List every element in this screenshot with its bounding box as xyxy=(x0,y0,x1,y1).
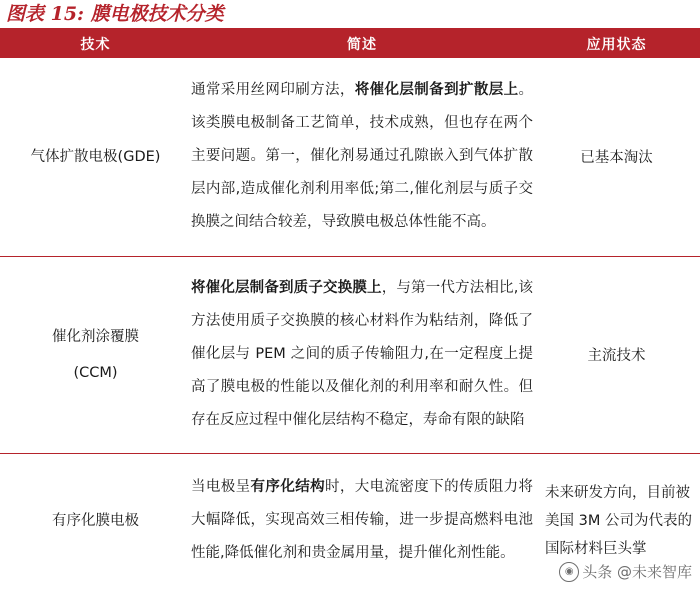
desc-cell xyxy=(191,58,533,256)
figure-title: 图表 15: 膜电极技术分类 xyxy=(6,3,224,25)
tech-cell: 有序化膜电极 xyxy=(52,512,139,529)
header-tech: 技术 xyxy=(0,30,191,58)
tech-cell xyxy=(0,256,191,453)
desc-bold-text: 将催化层制备到质子交换膜上 xyxy=(191,280,382,296)
desc-bold-text: 将催化层制备到扩散层上 xyxy=(354,82,519,99)
status-cell: 已基本淘汰 xyxy=(533,58,700,256)
desc-text: 当电极呈 xyxy=(191,479,251,496)
status-cell: 未来研发方向，目前被美国 3M 公司为代表的国际材料巨头掌 xyxy=(545,484,692,557)
table-row xyxy=(0,58,700,256)
status-cell: 主流技术 xyxy=(533,256,700,453)
tech-cell: 气体扩散电极(GDE) xyxy=(0,58,191,256)
tech-label: (CCM) xyxy=(73,364,118,381)
header-desc: 简述 xyxy=(191,30,533,58)
header-row xyxy=(0,30,700,58)
desc-cell xyxy=(191,453,533,588)
tech-label: 催化剂涂覆膜 xyxy=(52,328,139,345)
header-status: 应用状态 xyxy=(533,30,700,58)
watermark xyxy=(559,562,692,582)
desc-text: 通常采用丝网印刷方法， xyxy=(191,82,355,99)
desc-text: 时，大电流密度下的传质阻力将大幅降低，实现高效三相传输，进一步提高燃料电池性能,降低催化剂和贵金属用量，提升催化剂性能。 xyxy=(191,479,534,562)
desc-bold-text: 有序化结构 xyxy=(250,479,325,496)
desc-cell xyxy=(191,256,533,453)
desc-text: ，与第一代方法相比,该方法使用质子交换膜的核心材料作为粘结剂，降低了催化层与 PEM 之间的质子传输阻力,在一定程度上提高了膜电极的性能以及催化剂的利用率和耐久性。但存在反应过程中催化层结构不稳定，寿命有限的缺陷 xyxy=(191,280,534,428)
technology-table xyxy=(0,30,700,588)
table-row xyxy=(0,256,700,453)
desc-text: 。该类膜电极制备工艺简单，技术成熟，但也存在两个主要问题。第一，催化剂易通过孔隙嵌入到气体扩散层内部,造成催化剂利用率低;第二,催化剂层与质子交换膜之间结合较差，导致膜电极总体性能不高。 xyxy=(191,82,533,231)
wechat-icon: ◉ xyxy=(559,562,579,582)
watermark-text: 头条 @未来智库 xyxy=(582,563,692,581)
